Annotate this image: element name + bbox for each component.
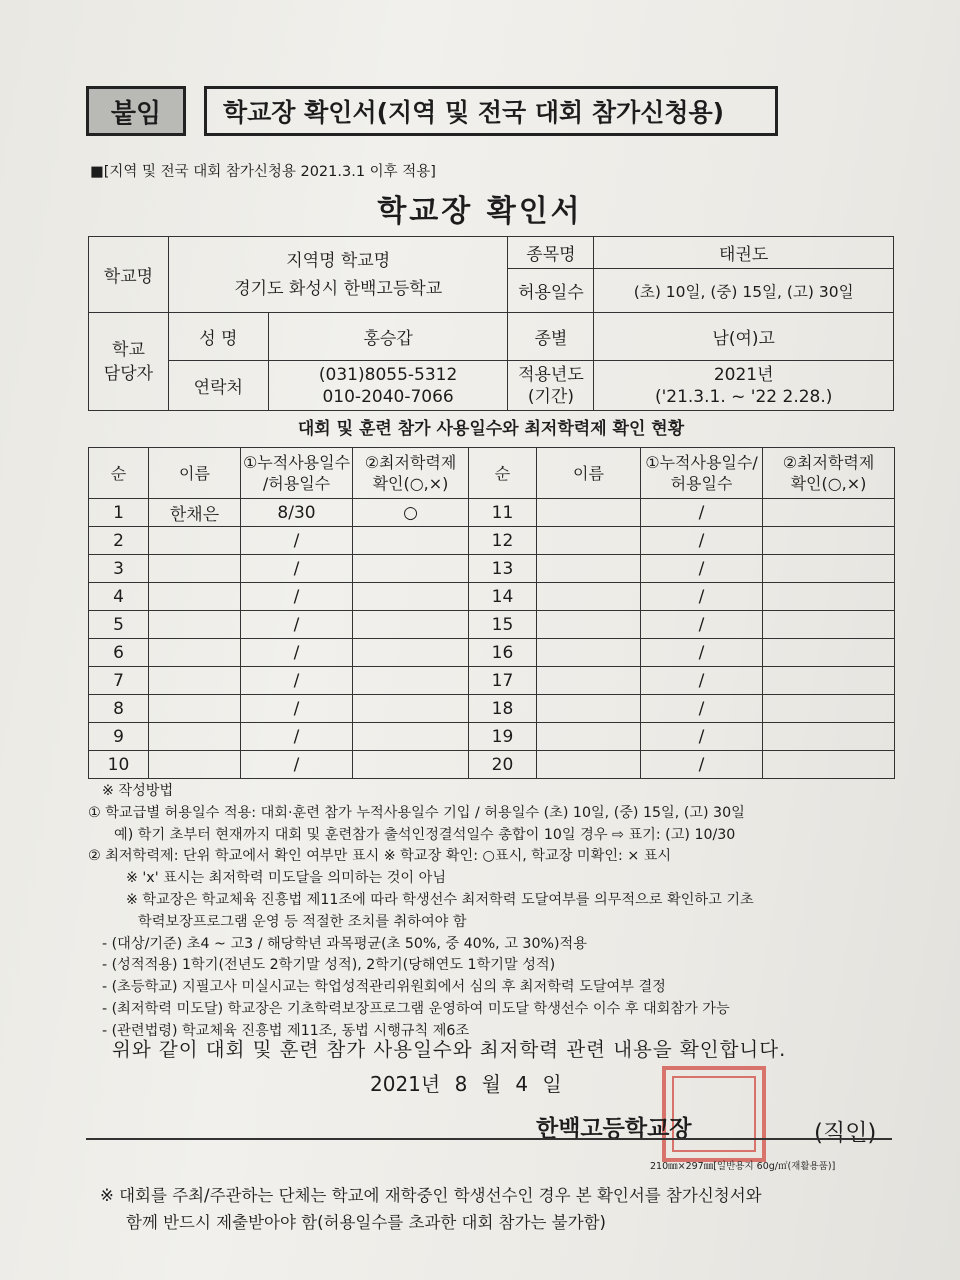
note-item: - (관련법령) 학교체육 진흥법 제11조, 동법 시행규칙 제6조 — [102, 1022, 470, 1039]
row-no-2: 20 — [469, 751, 537, 779]
col-name-2: 이름 — [537, 448, 641, 499]
row-name — [149, 695, 241, 723]
note-item: 학력보장프로그램 운영 등 적절한 조치를 취하여야 함 — [138, 913, 467, 930]
row-days-2: / — [641, 583, 763, 611]
writing-guide — [88, 781, 898, 1043]
gender-label: 종별 — [508, 313, 594, 361]
row-no: 9 — [89, 723, 149, 751]
row-mark-2 — [763, 723, 895, 751]
row-no: 3 — [89, 555, 149, 583]
col-days-line1: ①누적사용일수 — [242, 453, 351, 472]
row-name-2 — [537, 695, 641, 723]
event-label: 종목명 — [508, 237, 594, 269]
row-mark-2 — [763, 667, 895, 695]
phone-label: 연락처 — [168, 361, 268, 411]
row-name-2 — [537, 639, 641, 667]
row-name — [149, 555, 241, 583]
year-label-line1: 적용년도 — [518, 364, 584, 385]
row-name-2 — [537, 583, 641, 611]
row-no: 8 — [89, 695, 149, 723]
col-days-2-line2: 허용일수 — [670, 474, 733, 493]
row-days: / — [241, 723, 353, 751]
note-item: - (최저학력 미도달) 학교장은 기초학력보장프로그램 운영하여 미도달 학생선수 이수 후 대회참가 가능 — [102, 1000, 730, 1017]
row-name-2 — [537, 667, 641, 695]
row-mark — [353, 639, 469, 667]
school-name-line1: 지역명 학교명 — [286, 250, 391, 271]
col-min-2 — [763, 448, 895, 499]
phone-value — [268, 361, 508, 411]
row-days-2: / — [641, 555, 763, 583]
row-mark — [353, 527, 469, 555]
row-days: / — [241, 583, 353, 611]
row-mark — [353, 695, 469, 723]
table-row — [89, 555, 895, 583]
row-days-2: / — [641, 723, 763, 751]
apply-note: ■[지역 및 전국 대회 참가신청용 2021.3.1 이후 적용] — [90, 164, 436, 180]
table-row — [89, 667, 895, 695]
allowed-days-label: 허용일수 — [508, 269, 594, 313]
divider — [86, 1138, 892, 1140]
issue-date: 2021년 8 월 4 일 — [370, 1072, 562, 1096]
row-mark — [353, 723, 469, 751]
row-no-2: 13 — [469, 555, 537, 583]
row-no: 4 — [89, 583, 149, 611]
note-item: - (성적적용) 1학기(전년도 2학기말 성적), 2학기(당해연도 1학기말 성적) — [102, 957, 556, 974]
row-mark-2 — [763, 751, 895, 779]
row-days-2: / — [641, 499, 763, 527]
note-item: - (대상/기준) 초4 ~ 고3 / 해당학년 과목평균(초 50%, 중 40%, 고 30%)적용 — [102, 935, 587, 952]
row-mark-2 — [763, 583, 895, 611]
col-no-2: 순 — [469, 448, 537, 499]
row-no: 7 — [89, 667, 149, 695]
row-no: 10 — [89, 751, 149, 779]
form-title: 학교장 확인서(지역 및 전국 대회 참가신청용) — [204, 86, 778, 136]
table-row — [89, 527, 895, 555]
allowed-days-value: (초) 10일, (중) 15일, (고) 30일 — [594, 269, 894, 313]
note-heading: ※ 작성방법 — [102, 783, 174, 799]
row-days: / — [241, 555, 353, 583]
year-line2: ('21.3.1. ~ '22 2.28.) — [654, 386, 833, 407]
row-name — [149, 611, 241, 639]
phone-line2: 010-2040-7066 — [322, 386, 454, 407]
event-value: 태권도 — [594, 237, 894, 269]
school-info-table — [88, 236, 894, 411]
row-no-2: 14 — [469, 583, 537, 611]
row-days-2: / — [641, 751, 763, 779]
row-no-2: 18 — [469, 695, 537, 723]
row-mark — [353, 667, 469, 695]
note-item: ※ 'x' 표시는 최저학력 미도달을 의미하는 것이 아님 — [126, 870, 447, 887]
phone-line1: (031)8055-5312 — [318, 364, 458, 385]
col-days-line2: /허용일수 — [262, 474, 331, 493]
footer-line2: 함께 반드시 제출받아야 함(허용일수를 초과한 대회 참가는 불가함) — [126, 1213, 606, 1232]
row-days-2: / — [641, 639, 763, 667]
note-item: ① 학교급별 허용일수 적용: 대회·훈련 참가 누적사용일수 기입 / 허용일수 (초) 10일, (중) 15일, (고) 30일 — [88, 804, 745, 821]
row-no-2: 16 — [469, 639, 537, 667]
row-days: / — [241, 611, 353, 639]
school-name-label: 학교명 — [89, 237, 169, 313]
row-mark — [353, 555, 469, 583]
row-name — [149, 751, 241, 779]
row-mark-2 — [763, 695, 895, 723]
row-mark — [353, 751, 469, 779]
table-row — [89, 499, 895, 527]
row-days: / — [241, 751, 353, 779]
row-name-2 — [537, 751, 641, 779]
table-row — [89, 639, 895, 667]
row-mark-2 — [763, 527, 895, 555]
row-mark-2 — [763, 499, 895, 527]
row-name-2 — [537, 611, 641, 639]
contact-label — [89, 313, 169, 411]
row-mark — [353, 611, 469, 639]
row-name: 한채은 — [149, 499, 241, 527]
status-table — [88, 447, 895, 779]
col-days-2 — [641, 448, 763, 499]
row-mark-2 — [763, 555, 895, 583]
footer-note — [100, 1182, 900, 1236]
row-mark-2 — [763, 611, 895, 639]
col-name: 이름 — [149, 448, 241, 499]
note-item: ② 최저학력제: 단위 학교에서 확인 여부만 표시 ※ 학교장 확인: ○표시, 학교장 미확인: × 표시 — [88, 848, 672, 865]
name-value: 홍승갑 — [268, 313, 508, 361]
row-name-2 — [537, 555, 641, 583]
table-row — [89, 695, 895, 723]
contact-label-text: 학교 담당자 — [103, 339, 154, 384]
row-days: / — [241, 667, 353, 695]
table-row — [89, 583, 895, 611]
year-label-line2: (기간) — [527, 386, 574, 407]
table-row — [89, 751, 895, 779]
row-no: 6 — [89, 639, 149, 667]
row-days-2: / — [641, 611, 763, 639]
seal-label: (직인) — [814, 1120, 877, 1146]
principal-name: 한백고등학교장 — [536, 1116, 692, 1142]
gender-value: 남(여)고 — [594, 313, 894, 361]
row-days: 8/30 — [241, 499, 353, 527]
table-row — [89, 723, 895, 751]
col-min-2-line1: ②최저학력제 — [782, 453, 875, 472]
row-name — [149, 527, 241, 555]
row-days-2: / — [641, 527, 763, 555]
footer-line1: ※ 대회를 주최/주관하는 단체는 학교에 재학중인 학생선수인 경우 본 확인서를 참가신청서와 — [100, 1186, 762, 1205]
row-no-2: 12 — [469, 527, 537, 555]
row-no: 2 — [89, 527, 149, 555]
school-name-value — [168, 237, 508, 313]
confirmation-statement: 위와 같이 대회 및 훈련 참가 사용일수와 최저학력 관련 내용을 확인합니다. — [112, 1038, 787, 1061]
row-mark-2 — [763, 639, 895, 667]
paper-spec: 210㎜×297㎜[일반용지 60g/㎡(재활용품)] — [650, 1161, 836, 1172]
col-days-2-line1: ①누적사용일수/ — [645, 453, 758, 472]
col-days — [241, 448, 353, 499]
row-no-2: 11 — [469, 499, 537, 527]
school-name-line2: 경기도 화성시 한백고등학교 — [234, 278, 443, 299]
row-days: / — [241, 639, 353, 667]
row-name-2 — [537, 527, 641, 555]
name-label: 성 명 — [168, 313, 268, 361]
row-no: 1 — [89, 499, 149, 527]
row-name-2 — [537, 499, 641, 527]
col-min-line1: ②최저학력제 — [364, 453, 457, 472]
document-title: 학교장 확인서 — [377, 194, 583, 229]
table-row — [89, 611, 895, 639]
row-no-2: 17 — [469, 667, 537, 695]
row-name — [149, 583, 241, 611]
row-no: 5 — [89, 611, 149, 639]
note-item: ※ 학교장은 학교체육 진흥법 제11조에 따라 학생선수 최저학력 도달여부를 의무적으로 확인하고 기초 — [126, 891, 754, 908]
year-value — [594, 361, 894, 411]
row-days-2: / — [641, 695, 763, 723]
status-header-row — [89, 448, 895, 499]
row-days-2: / — [641, 667, 763, 695]
row-name-2 — [537, 723, 641, 751]
attachment-label: 붙임 — [86, 86, 186, 136]
row-no-2: 15 — [469, 611, 537, 639]
year-line1: 2021년 — [713, 364, 774, 385]
col-min-2-line2: 확인(○,×) — [790, 474, 867, 493]
row-mark: ○ — [353, 499, 469, 527]
row-days: / — [241, 527, 353, 555]
col-min-line2: 확인(○,×) — [372, 474, 449, 493]
row-mark — [353, 583, 469, 611]
row-name — [149, 667, 241, 695]
col-no: 순 — [89, 448, 149, 499]
year-label — [508, 361, 594, 411]
note-item: - (초등학교) 지필고사 미실시교는 학업성적관리위원회에서 심의 후 최저학력 도달여부 결정 — [102, 979, 666, 996]
row-name — [149, 723, 241, 751]
row-name — [149, 639, 241, 667]
note-item: 예) 학기 초부터 현재까지 대회 및 훈련참가 출석인정결석일수 총합이 10일 경우 ⇨ 표기: (고) 10/30 — [114, 826, 736, 843]
row-no-2: 19 — [469, 723, 537, 751]
row-days: / — [241, 695, 353, 723]
status-title: 대회 및 훈련 참가 사용일수와 최저학력제 확인 현황 — [297, 419, 685, 439]
col-min — [353, 448, 469, 499]
form-header — [86, 86, 778, 136]
